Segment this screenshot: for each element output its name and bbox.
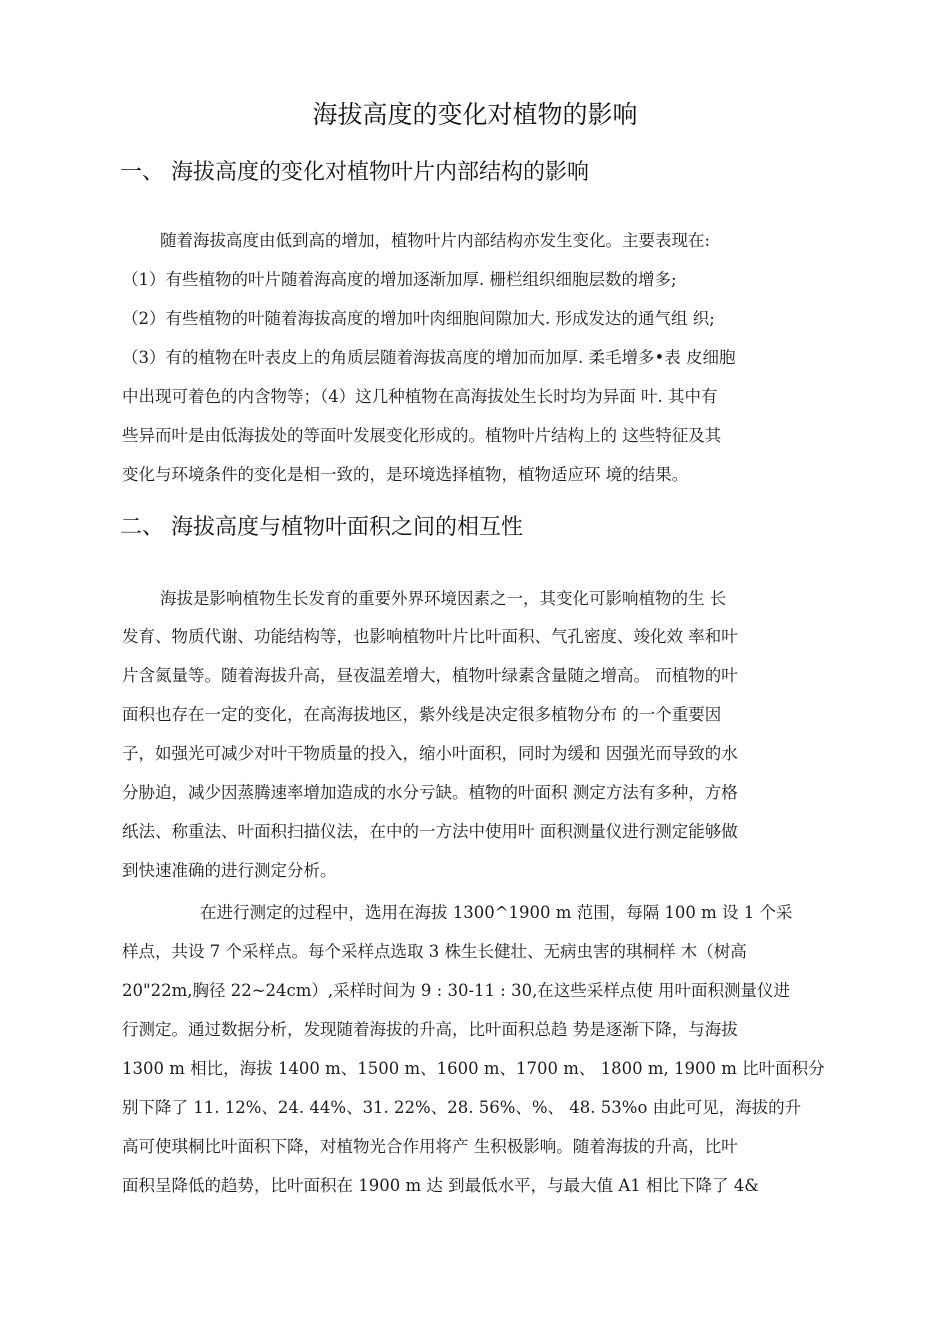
section-2-line: 发育、物质代谢、功能结构等，也影响植物叶片比叶面积、气孔密度、竣化效 率和叶	[122, 627, 738, 646]
section-1-line: （3）有的植物在叶表皮上的角质层随着海拔高度的增加而加厚. 柔毛增多•表 皮细胞	[122, 348, 736, 367]
section-1-line: 随着海拔高度由低到高的增加，植物叶片内部结构亦发生变化。主要表现在:	[160, 231, 711, 250]
document-title: 海拔高度的变化对植物的影响	[312, 100, 638, 129]
section-1-line: （1）有些植物的叶片随着海高度的增加逐渐加厚. 栅栏组织细胞层数的增多;	[122, 270, 677, 289]
section-1-line: 中出现可着色的内含物等；（4）这几种植物在高海拔处生长时均为异面 叶. 其中有	[122, 387, 718, 406]
section-2-line: 1300 m 相比，海拔 1400 m、1500 m、1600 m、1700 m、 1800 m, 1900 m 比叶面积分	[122, 1059, 825, 1078]
section-2-line: 面积呈降低的趋势，比叶面积在 1900 m 达 到最低水平，与最大值 A1 相比下降了 4&	[122, 1176, 759, 1195]
section-2-heading: 二、 海拔高度与植物叶面积之间的相互性	[120, 515, 523, 540]
section-2-line: 别下降了 11. 12%、24. 44%、31. 22%、28. 56%、%、 48. 53%o 由此可见，海拔的升	[122, 1098, 802, 1117]
section-1-line: 些异而叶是由低海拔处的等面叶发展变化形成的。植物叶片结构上的 这些特征及其	[122, 426, 722, 445]
section-2-line: 样点，共设 7 个采样点。每个采样点选取 3 株生长健壮、无病虫害的琪桐样 木（树高	[122, 942, 747, 961]
section-2-line: 子，如强光可减少对叶干物质量的投入，缩小叶面积，同时为缓和 因强光而导致的水	[122, 744, 738, 763]
section-2-line: 20"22m,胸径 22~24cm）,采样时间为 9 : 30-11 : 30,在这些采样点使 用叶面积测量仪进	[122, 981, 791, 1000]
section-2-line: 纸法、称重法、叶面积扫描仪法，在中的一方法中使用叶 面积测量仪进行测定能够做	[122, 822, 738, 841]
section-2-line: 分胁迫，减少因蒸腾速率增加造成的水分亏缺。植物的叶面积 测定方法有多种，方格	[122, 783, 738, 802]
section-2-line: 面积也存在一定的变化，在高海拔地区，紫外线是决定很多植物分布 的一个重要因	[122, 705, 722, 724]
section-2-line: 片含氮量等。随着海拔升高，昼夜温差增大，植物叶绿素含量随之增高。 而植物的叶	[122, 666, 738, 685]
section-1-line: 变化与环境条件的变化是相一致的，是环境选择植物，植物适应环 境的结果。	[122, 465, 689, 484]
section-2-line: 到快速准确的进行测定分析。	[122, 861, 337, 880]
section-2-line: 行测定。通过数据分析，发现随着海拔的升高，比叶面积总趋 势是逐渐下降，与海拔	[122, 1020, 738, 1039]
section-1-line: （2）有些植物的叶随着海拔高度的增加叶肉细胞间隙加大. 形成发达的通气组 织;	[122, 309, 715, 328]
section-1-heading: 一、 海拔高度的变化对植物叶片内部结构的影响	[120, 160, 589, 185]
section-2-line: 高可使琪桐比叶面积下降，对植物光合作用将产 生积极影响。随着海拔的升高，比叶	[122, 1137, 738, 1156]
section-2-line: 海拔是影响植物生长发育的重要外界环境因素之一，其变化可影响植物的生 长	[160, 589, 727, 608]
section-2-line: 在进行测定的过程中，选用在海拔 1300^1900 m 范围，每隔 100 m 设 1 个采	[200, 903, 793, 922]
